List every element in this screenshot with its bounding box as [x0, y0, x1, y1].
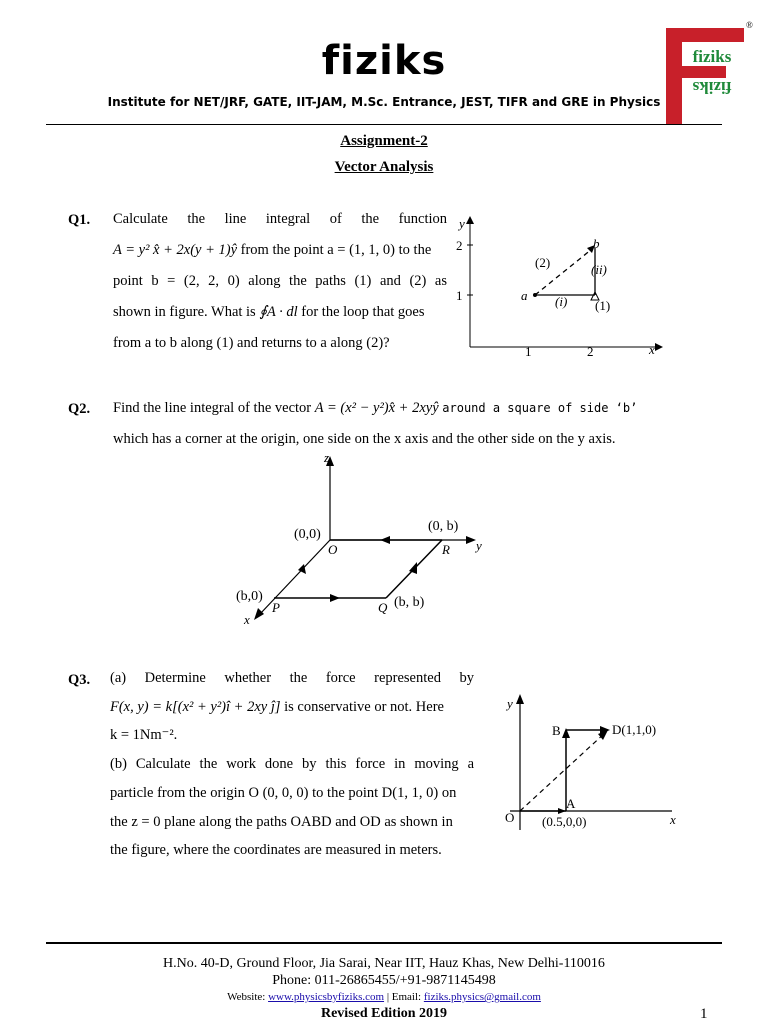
q1-x-label: x — [649, 342, 655, 357]
q2-q-coord: (b, b) — [394, 595, 425, 610]
q2-y-label: y — [476, 538, 482, 553]
q1-tick-y1: 1 — [456, 288, 463, 303]
q3-x-label: x — [670, 812, 676, 827]
q1-field-eq: A = y² x̂ + 2x(y + 1)ŷ — [113, 242, 238, 258]
q1-tick-x1: 1 — [525, 344, 532, 359]
q3-line6: the z = 0 plane along the paths OABD and OD as shown in — [110, 813, 453, 830]
q2-vector-eq: A = (x² − y²)x̂ + 2xyŷ — [314, 400, 439, 416]
q1-point-a: a — [521, 288, 528, 303]
q3-line2: F(x, y) = k[(x² + y²)î + 2xy ĵ] is conservative or not. Here — [110, 698, 444, 715]
footer-contact — [0, 991, 768, 1003]
q3-point-d: D(1,1,0) — [612, 722, 657, 737]
q1-line3: point b = (2, 2, 0) along the paths (1) and (2) as — [113, 273, 447, 289]
q2-figure — [228, 450, 508, 630]
q3-path-od — [520, 732, 606, 811]
q2-p-coord: (b,0) — [236, 589, 263, 604]
fiziks-logo — [664, 18, 752, 126]
q2-point-p: P — [272, 600, 280, 615]
q2-number: Q2. — [68, 401, 91, 417]
q3-text — [110, 664, 474, 865]
assignment-title: Assignment-2 — [340, 133, 428, 149]
q3-line7: the figure, where the coordinates are measured in meters. — [110, 842, 442, 859]
footer-phone: Phone: 011-26865455/+91-9871145498 — [272, 973, 496, 988]
q1-text — [113, 204, 447, 359]
registered-mark: ® — [746, 20, 753, 30]
q2-z-label: z — [324, 450, 330, 465]
q1-label-i: (i) — [555, 294, 568, 309]
footer-address: H.No. 40-D, Ground Floor, Jia Sarai, Near IIT, Hauz Khas, New Delhi-110016 — [163, 956, 605, 971]
subject-title: Vector Analysis — [334, 159, 434, 175]
institute-tagline: Institute for NET/JRF, GATE, IIT-JAM, M.Sc. Entrance, JEST, TIFR and GRE in Physics — [107, 95, 661, 109]
q3-number: Q3. — [68, 672, 91, 688]
q1-line1: Calculate the line integral of the function — [113, 211, 447, 227]
website-label: Website: — [227, 991, 266, 1003]
q1-y-label: y — [459, 216, 465, 231]
q1-label-2: (2) — [535, 255, 551, 270]
q3-point-b: B — [552, 723, 561, 738]
q2-o-coord: (0,0) — [294, 527, 321, 542]
q3-y-label: y — [507, 696, 513, 711]
page-number: 1 — [700, 1006, 708, 1022]
footer-rule — [46, 942, 722, 944]
q1-figure — [455, 212, 665, 362]
q2-point-q: Q — [378, 600, 388, 615]
q3-line3: k = 1Nm⁻². — [110, 727, 178, 744]
q1-integral: ∮A · dl — [259, 304, 298, 320]
q3-line5: particle from the origin O (0, 0, 0) to the point D(1, 1, 0) on — [110, 784, 457, 801]
q2-text — [113, 393, 673, 455]
q2-line1: Find the line integral of the vector A = (x² − y²)x̂ + 2xyŷ around a square of side ‘b’ — [113, 400, 638, 416]
q3-point-a: A — [566, 796, 576, 811]
q1-label-1: (1) — [595, 298, 611, 313]
q2-x-label: x — [244, 612, 250, 627]
q3-figure — [500, 690, 690, 840]
q1-line4: shown in figure. What is ∮A · dl for the loop that goes — [113, 304, 425, 320]
q1-tick-y2: 2 — [456, 238, 463, 253]
header-rule — [46, 124, 722, 125]
logo-text-mirrored: fiziks — [692, 78, 732, 97]
q3-a-coord: (0.5,0,0) — [542, 814, 587, 829]
email-link[interactable]: fiziks.physics@gmail.com — [423, 991, 541, 1003]
email-label: | Email: — [386, 991, 422, 1003]
q1-label-ii: (ii) — [591, 262, 607, 277]
q3-force-eq: F(x, y) = k[(x² + y²)î + 2xy ĵ] — [110, 698, 281, 715]
q1-line2: A = y² x̂ + 2x(y + 1)ŷ from the point a = (1, 1, 0) to the — [113, 242, 432, 258]
q3-line1: (a) Determine whether the force represented by — [110, 670, 474, 686]
q1-number: Q1. — [68, 212, 91, 228]
logo-text: fiziks — [692, 47, 732, 66]
edition-label: Revised Edition 2019 — [320, 1006, 447, 1021]
q1-tick-x2: 2 — [587, 344, 594, 359]
q2-point-r: R — [442, 542, 450, 557]
q3-line4: (b) Calculate the work done by this force in moving a — [110, 756, 474, 773]
q2-r-coord: (0, b) — [428, 519, 459, 534]
website-link[interactable]: www.physicsbyfiziks.com — [268, 991, 385, 1003]
q1-point-b: b — [593, 236, 600, 251]
q2-point-o: O — [328, 542, 338, 557]
q2-line2: which has a corner at the origin, one side on the x axis and the other side on the y axis. — [113, 431, 616, 447]
q3-point-o: O — [505, 810, 515, 825]
brand-title: fiziks — [321, 38, 447, 84]
q1-line5: from a to b along (1) and returns to a along (2)? — [113, 335, 390, 351]
